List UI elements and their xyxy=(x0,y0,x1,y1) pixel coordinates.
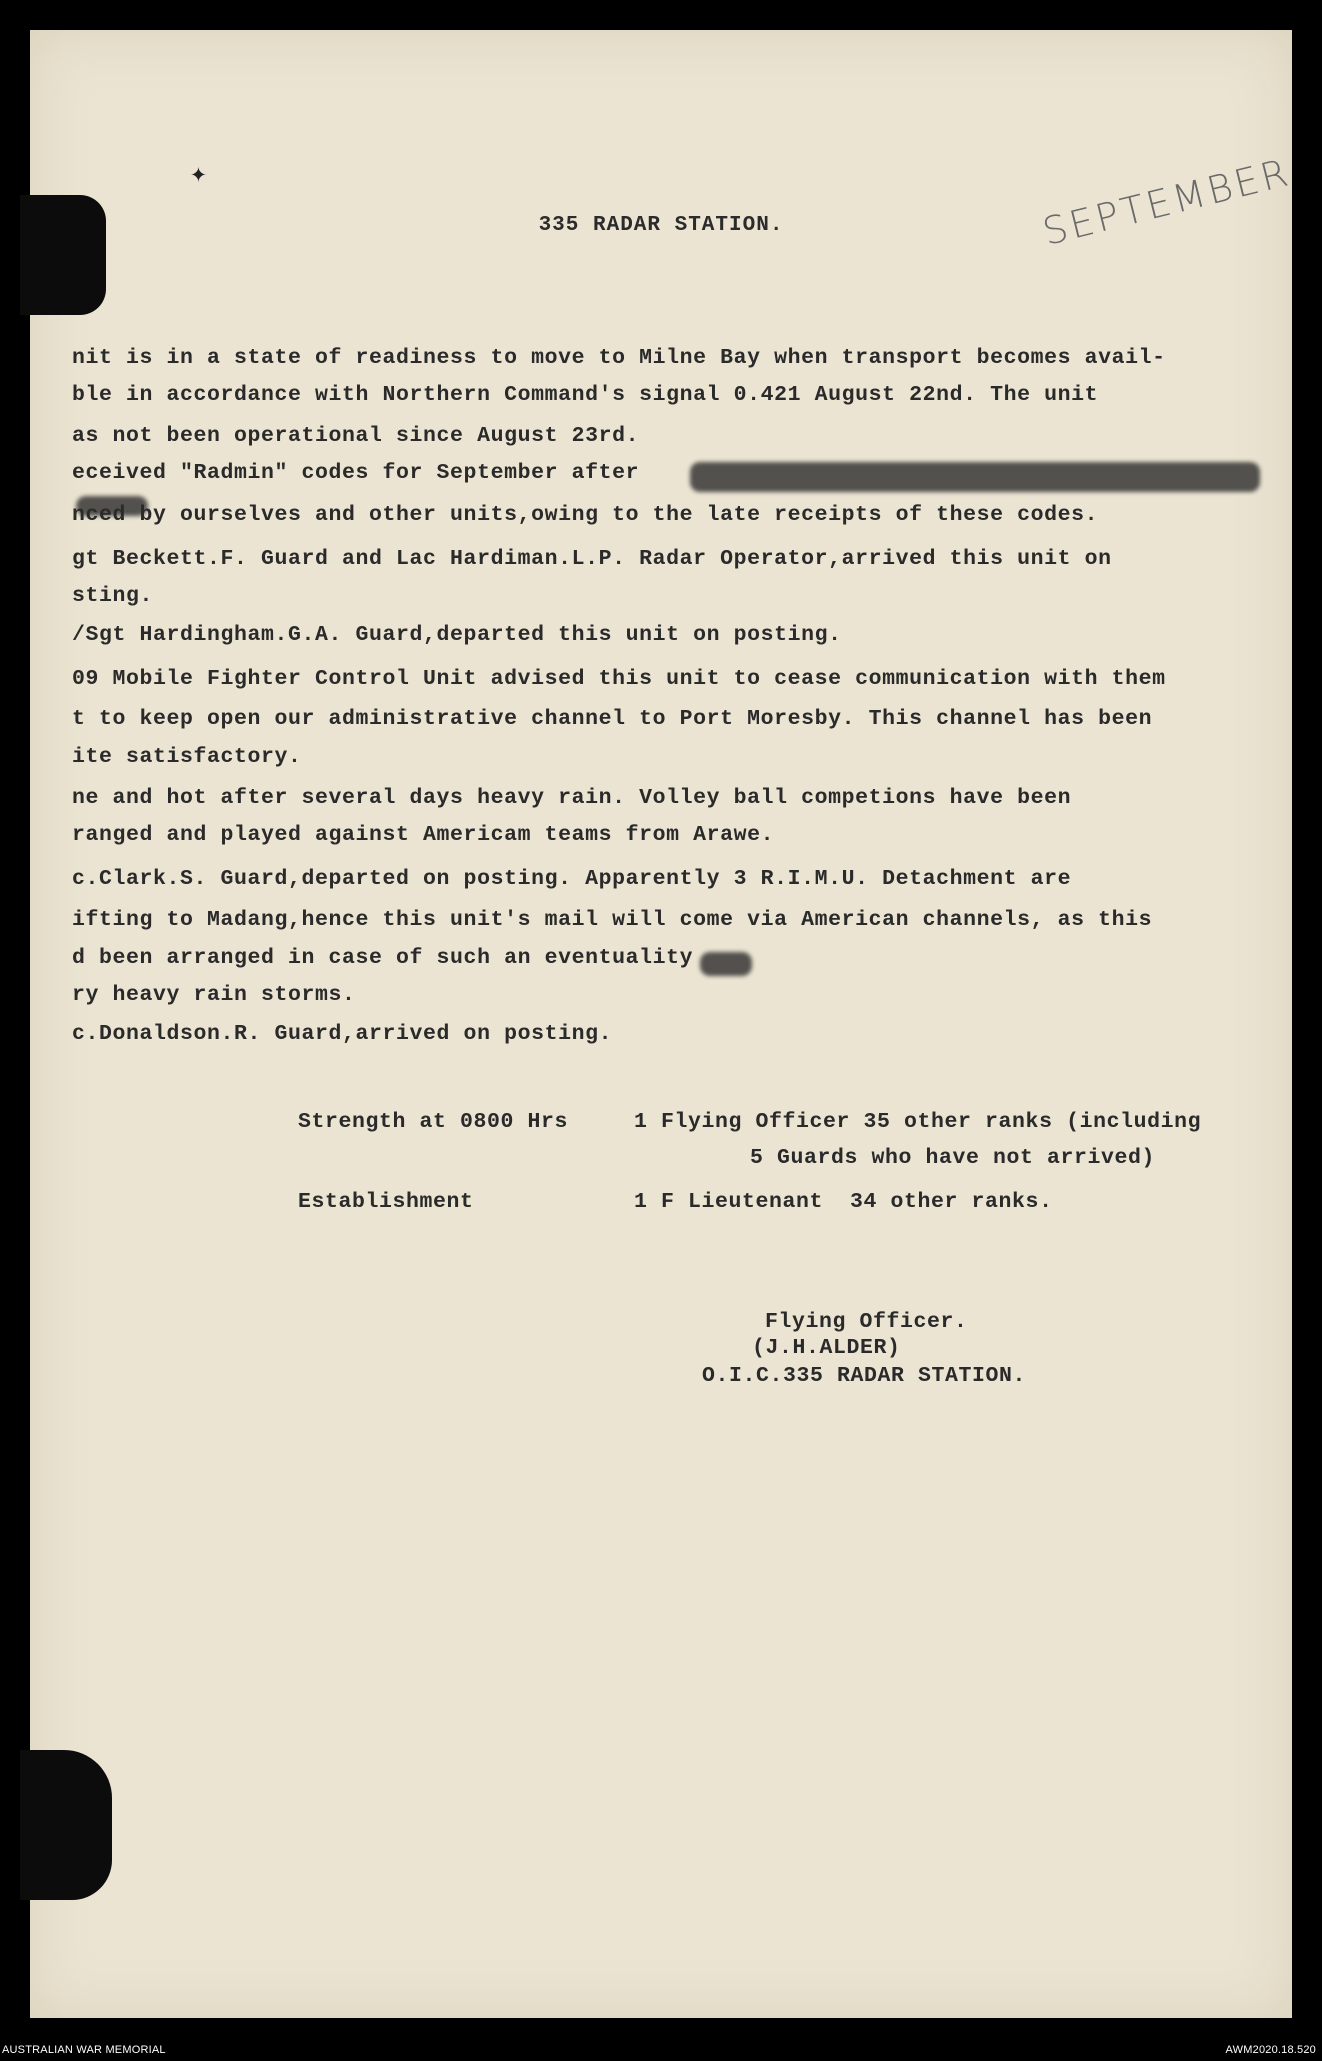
body-line: eceived "Radmin" codes for September after xyxy=(72,461,640,485)
body-line: nced by ourselves and other units,owing to the late receipts of these codes. xyxy=(72,503,1099,527)
body-line: c.Donaldson.R. Guard,arrived on posting. xyxy=(72,1022,613,1046)
signature-rank: Flying Officer. xyxy=(765,1310,968,1334)
body-line: 09 Mobile Fighter Control Unit advised this unit to cease communication with them xyxy=(72,667,1166,691)
body-line: ry heavy rain storms. xyxy=(72,983,356,1007)
body-line: ble in accordance with Northern Command's signal 0.421 August 22nd. The unit xyxy=(72,383,1099,407)
body-line: ifting to Madang,hence this unit's mail will come via American channels, as this xyxy=(72,908,1153,932)
binder-clip-bottom xyxy=(20,1750,112,1900)
signature-name: (J.H.ALDER) xyxy=(752,1336,901,1360)
body-line: d been arranged in case of such an eventuality xyxy=(72,946,694,970)
ink-mark-icon: ✦ xyxy=(190,160,207,191)
establishment-label: Establishment xyxy=(298,1190,474,1214)
document-title: 335 RADAR STATION. xyxy=(538,214,784,237)
establishment-value: 1 F Lieutenant 34 other ranks. xyxy=(634,1190,1053,1214)
body-line: ne and hot after several days heavy rain. Volley ball competions have been xyxy=(72,786,1072,810)
body-line: c.Clark.S. Guard,departed on posting. Apparently 3 R.I.M.U. Detachment are xyxy=(72,867,1072,891)
strength-value: 1 Flying Officer 35 other ranks (including xyxy=(634,1110,1202,1134)
scan-border-bottom xyxy=(0,2018,1322,2061)
signature-title: O.I.C.335 RADAR STATION. xyxy=(702,1364,1027,1388)
strength-value-continued: 5 Guards who have not arrived) xyxy=(750,1146,1156,1170)
body-line: as not been operational since August 23rd. xyxy=(72,424,640,448)
body-line: gt Beckett.F. Guard and Lac Hardiman.L.P. Radar Operator,arrived this unit on xyxy=(72,547,1112,571)
ink-smudge xyxy=(700,952,752,976)
footer-source: AUSTRALIAN WAR MEMORIAL xyxy=(2,2044,166,2056)
body-line: sting. xyxy=(72,584,154,608)
binder-clip-top xyxy=(20,195,106,315)
body-line: ranged and played against Americam teams from Arawe. xyxy=(72,823,775,847)
strength-label: Strength at 0800 Hrs xyxy=(298,1110,569,1134)
body-line: nit is in a state of readiness to move to Milne Bay when transport becomes avail- xyxy=(72,346,1166,370)
body-line: /Sgt Hardingham.G.A. Guard,departed this unit on posting. xyxy=(72,623,842,647)
footer-reference: AWM2020.18.520 xyxy=(1225,2044,1316,2056)
body-line: t to keep open our administrative channel to Port Moresby. This channel has been xyxy=(72,707,1153,731)
redaction-smudge xyxy=(690,462,1260,492)
body-line: ite satisfactory. xyxy=(72,745,302,769)
handwritten-note: SEPTEMBER xyxy=(1038,150,1295,254)
scan-border-top xyxy=(0,0,1322,28)
